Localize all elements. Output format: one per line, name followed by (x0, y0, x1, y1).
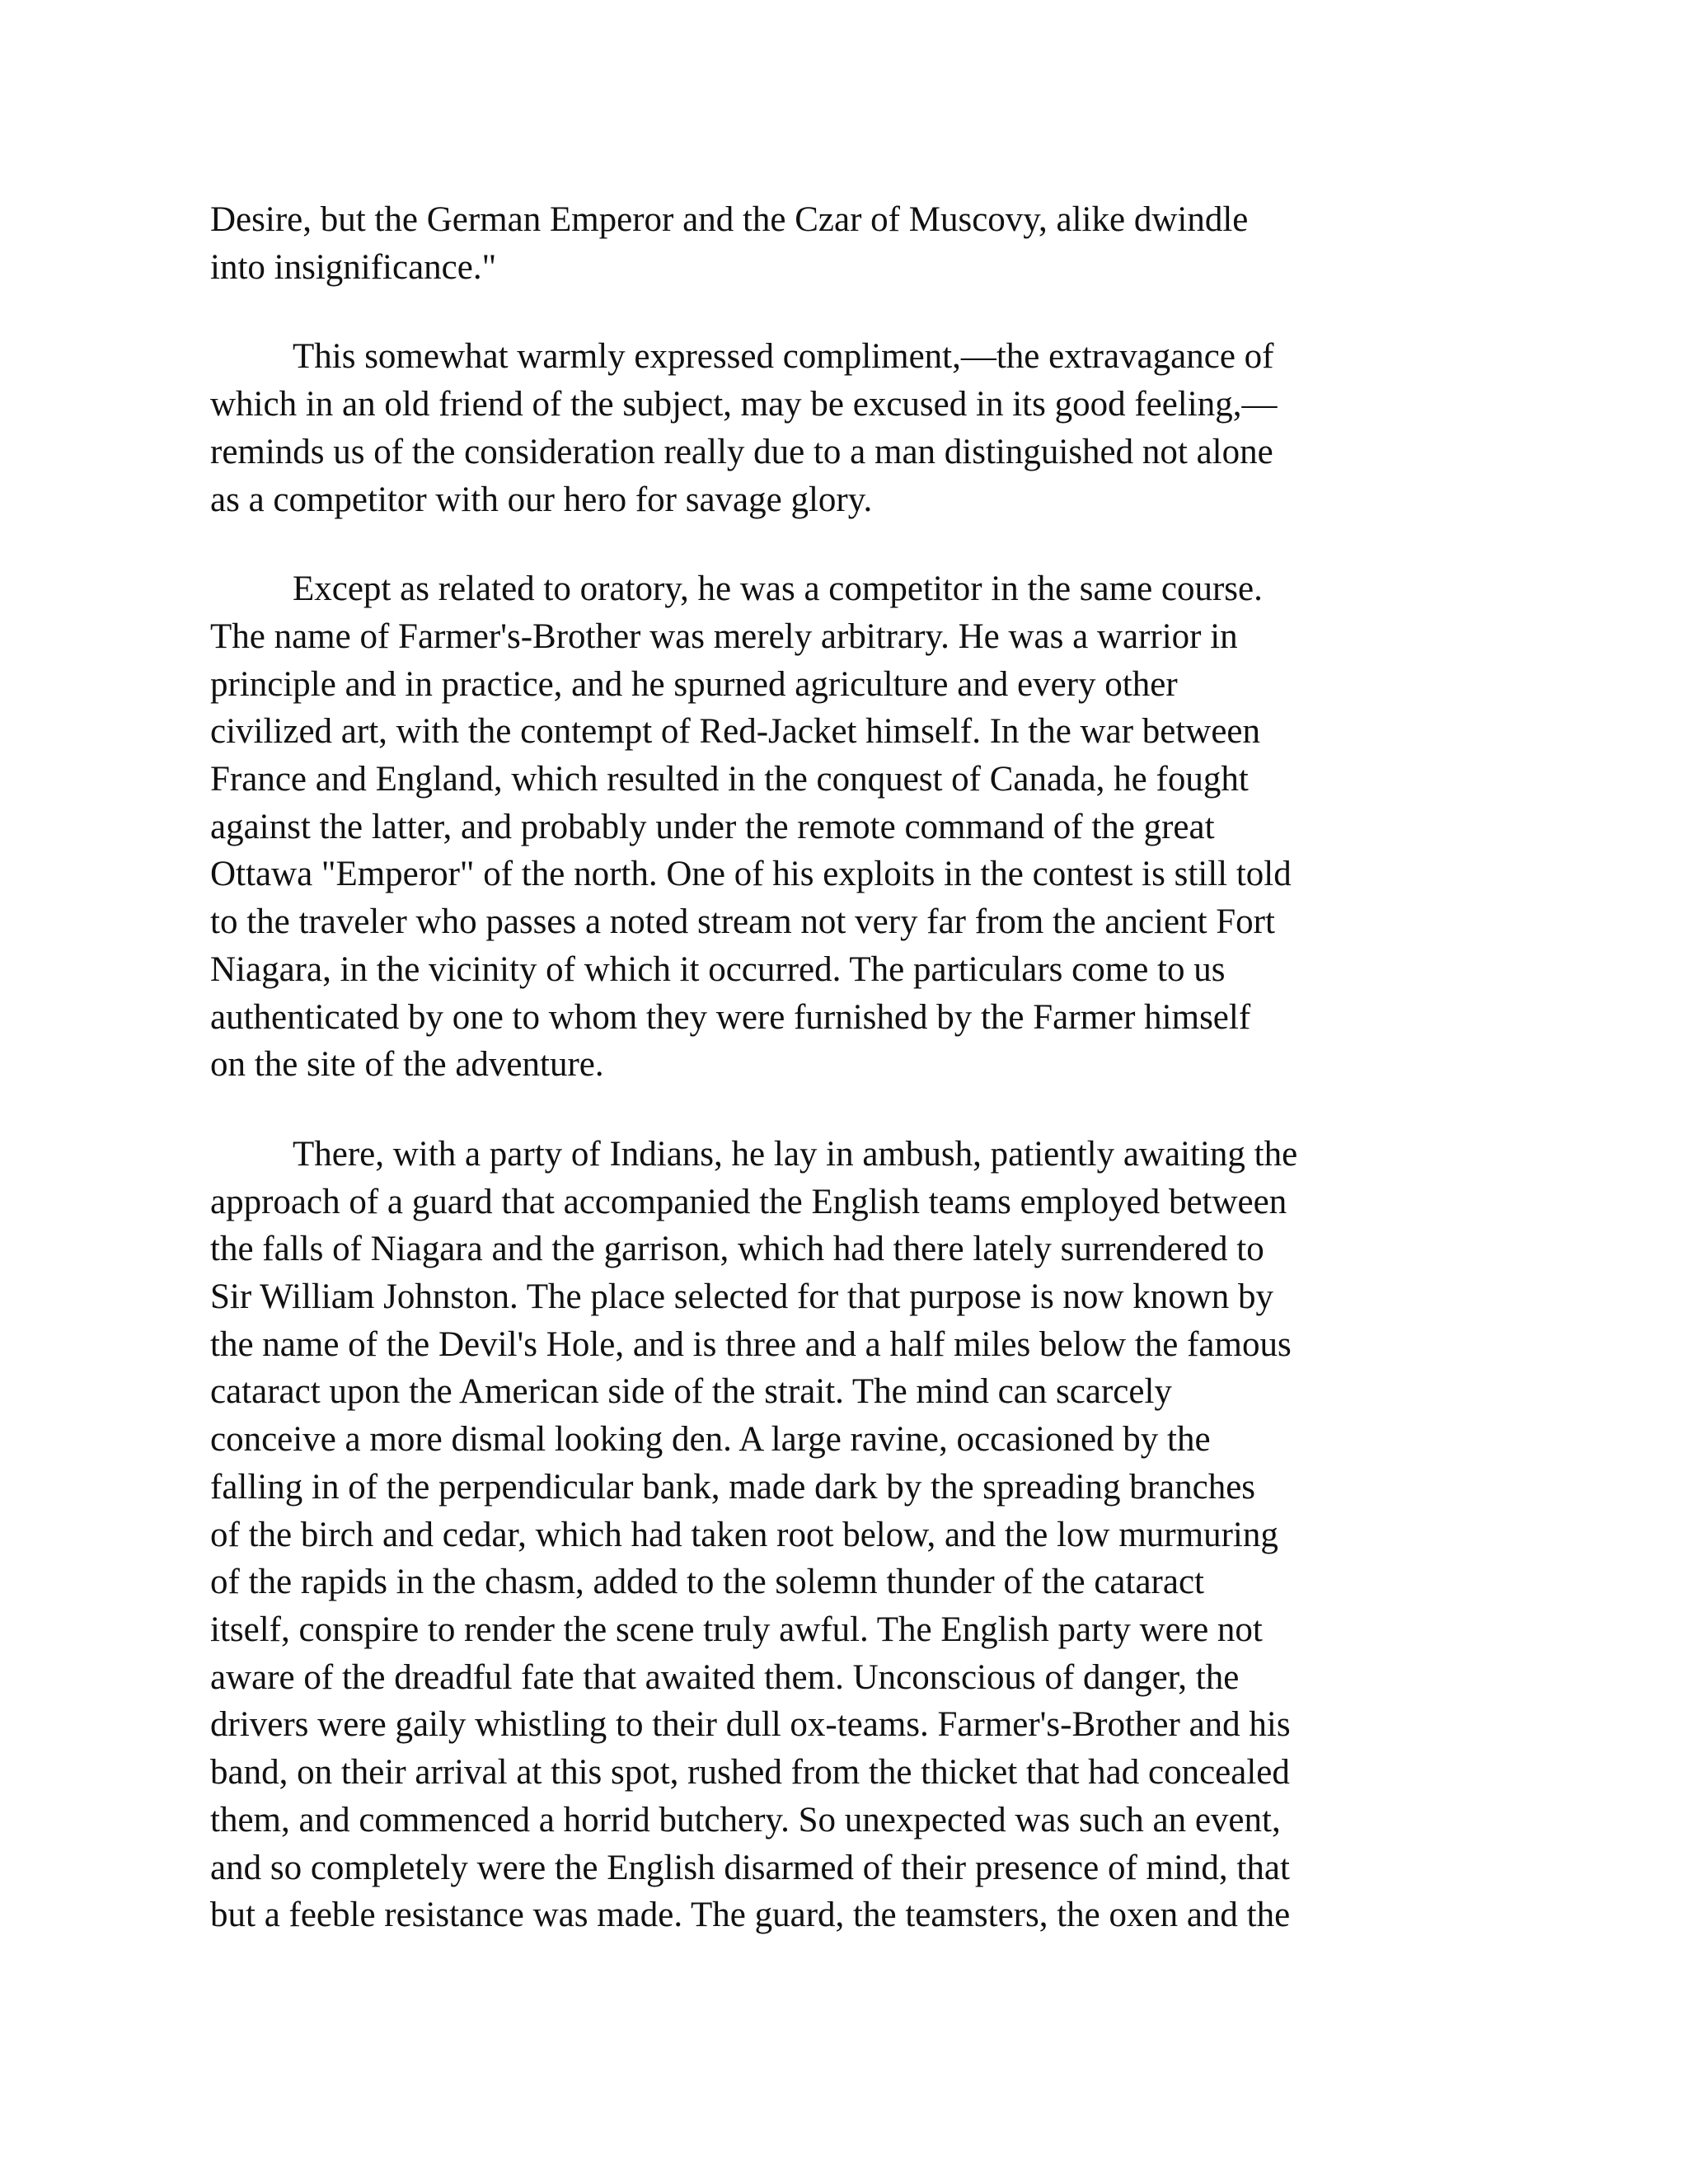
text-line: Desire, but the German Emperor and the Czar of Muscovy, alike dwindle (210, 200, 1249, 239)
text-line: aware of the dreadful fate that awaited them. Unconscious of danger, the (210, 1657, 1240, 1697)
body-text (210, 196, 1496, 1981)
text-line: of the birch and cedar, which had taken root below, and the low murmuring (210, 1515, 1278, 1554)
text-line: France and England, which resulted in the conquest of Canada, he fought (210, 760, 1249, 799)
paragraph-4 (210, 1131, 1496, 1939)
paragraph-1 (210, 196, 1496, 291)
text-line: authenticated by one to whom they were furnished by the Farmer himself (210, 997, 1251, 1037)
text-line: approach of a guard that accompanied the English teams employed between (210, 1182, 1287, 1221)
paragraph-3 (210, 565, 1496, 1089)
text-line: Ottawa "Emperor" of the north. One of his exploits in the contest is still told (210, 855, 1292, 894)
text-line: civilized art, with the contempt of Red-Jacket himself. In the war between (210, 712, 1261, 752)
text-line: the name of the Devil's Hole, and is three and a half miles below the famous (210, 1324, 1292, 1364)
text-line: This somewhat warmly expressed compliment,—the extravagance of (293, 337, 1274, 377)
text-line: but a feeble resistance was made. The guard, the teamsters, the oxen and the (210, 1896, 1291, 1935)
text-line: Niagara, in the vicinity of which it occurred. The particulars come to us (210, 949, 1226, 989)
text-line: conceive a more dismal looking den. A large ravine, occasioned by the (210, 1420, 1211, 1460)
text-line: on the site of the adventure. (210, 1045, 604, 1085)
text-line: The name of Farmer's-Brother was merely arbitrary. He was a warrior in (210, 616, 1238, 656)
paragraph-2 (210, 333, 1496, 523)
text-line: drivers were gaily whistling to their dull ox-teams. Farmer's-Brother and his (210, 1705, 1291, 1745)
text-line: and so completely were the English disarmed of their presence of mind, that (210, 1848, 1290, 1887)
text-line: the falls of Niagara and the garrison, which had there lately surrendered to (210, 1230, 1264, 1269)
text-line: itself, conspire to render the scene truly awful. The English party were not (210, 1610, 1263, 1649)
text-line: principle and in practice, and he spurned agriculture and every other (210, 664, 1178, 704)
text-line: reminds us of the consideration really due to a man distinguished not alone (210, 432, 1273, 471)
text-line: into insignificance." (210, 247, 497, 287)
text-line: Except as related to oratory, he was a competitor in the same course. (293, 569, 1263, 609)
text-line: band, on their arrival at this spot, rushed from the thicket that had concealed (210, 1753, 1290, 1793)
text-line: which in an old friend of the subject, may be excused in its good feeling,— (210, 385, 1278, 424)
text-line: Sir William Johnston. The place selected for that purpose is now known by (210, 1277, 1274, 1317)
text-line: to the traveler who passes a noted stream not very far from the ancient Fort (210, 902, 1275, 942)
text-line: against the latter, and probably under the remote command of the great (210, 807, 1215, 846)
text-line: as a competitor with our hero for savage glory. (210, 480, 873, 519)
text-line: There, with a party of Indians, he lay in ambush, patiently awaiting the (293, 1134, 1298, 1174)
text-line: of the rapids in the chasm, added to the solemn thunder of the cataract (210, 1563, 1204, 1602)
text-line: falling in of the perpendicular bank, made dark by the spreading branches (210, 1467, 1256, 1507)
text-line: cataract upon the American side of the strait. The mind can scarcely (210, 1372, 1172, 1412)
text-line: them, and commenced a horrid butchery. So unexpected was such an event, (210, 1800, 1281, 1840)
